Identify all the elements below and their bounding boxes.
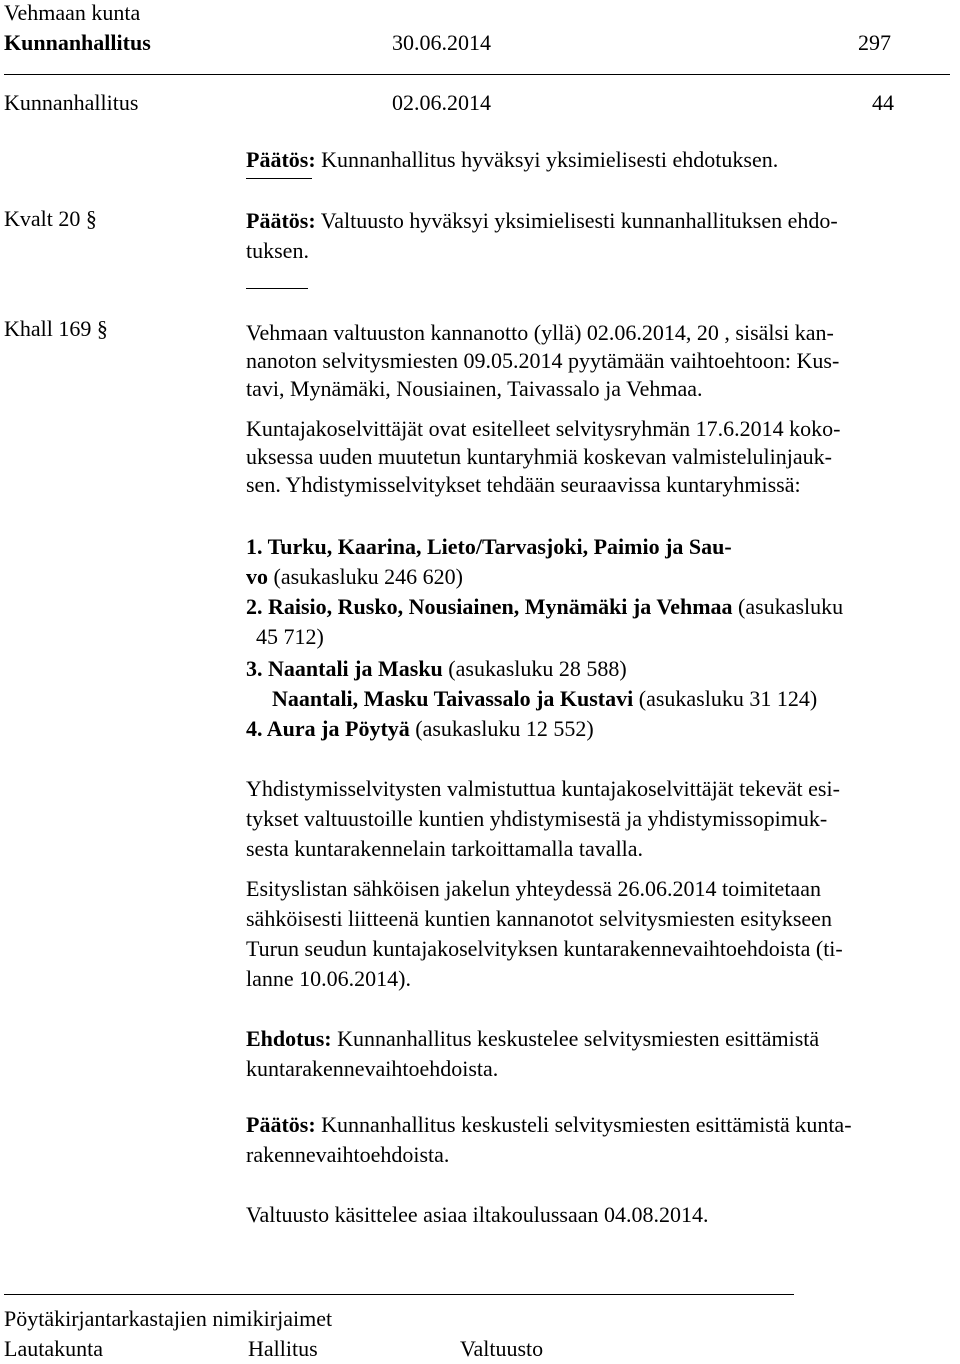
para3-line2: tykset valtuustoille kuntien yhdistymisestä ja yhdistymissopimuk- bbox=[246, 806, 828, 831]
khall-number: Khall 169 bbox=[4, 316, 92, 341]
para4-line2: sähköisesti liitteenä kuntien kannanotot selvitysmiesten esitykseen bbox=[246, 906, 832, 931]
para2-line2: uksessa uuden muutetun kuntaryhmiä koskevan valmistelulinjauk- bbox=[246, 444, 832, 469]
prior-page: 44 bbox=[872, 90, 894, 115]
kvalt-number: Kvalt 20 bbox=[4, 206, 81, 231]
decision-label: Päätös: bbox=[246, 147, 316, 172]
list-item-cont bbox=[246, 562, 463, 592]
para4-line1: Esityslistan sähköisen jakelun yhteydessä 26.06.2014 toimitetaan bbox=[246, 876, 821, 901]
list-item-population: (asukasluku 12 552) bbox=[409, 716, 594, 741]
list-item-alt bbox=[272, 684, 817, 714]
para1-line2: nanoton selvitysmiesten 09.05.2014 pyytämään vaihtoehtoon: Kus- bbox=[246, 348, 840, 373]
list-item bbox=[246, 592, 843, 622]
decision-line2: rakennevaihtoehdoista. bbox=[246, 1142, 450, 1167]
header-rule bbox=[4, 74, 950, 75]
para3-line1: Yhdistymisselvitysten valmistuttua kuntajakoselvittäjät tekevät esi- bbox=[246, 776, 840, 801]
list-item-population: (asukasluku bbox=[732, 594, 844, 619]
para2-line1: Kuntajakoselvittäjät ovat esitelleet selvitysryhmän 17.6.2014 koko- bbox=[246, 416, 841, 441]
decision-label: Päätös: bbox=[246, 208, 316, 233]
decision-text: Valtuusto hyväksyi yksimielisesti kunnanhallituksen ehdo- bbox=[315, 208, 838, 233]
separator-line bbox=[246, 288, 308, 289]
section-sign: § bbox=[96, 316, 108, 341]
proposal-line1 bbox=[246, 1024, 819, 1054]
para2-line3: sen. Yhdistymisselvitykset tehdään seuraavissa kuntaryhmissä: bbox=[246, 472, 801, 497]
list-item bbox=[246, 532, 732, 562]
kvalt-label bbox=[4, 204, 97, 234]
decision-text: Kunnanhallitus hyväksyi yksimielisesti ehdotuksen. bbox=[315, 147, 779, 172]
prior-decision bbox=[246, 145, 778, 175]
list-item bbox=[246, 714, 594, 744]
decision-line1 bbox=[246, 1110, 852, 1140]
para3-line3: sesta kuntarakennelain tarkoittamalla tavalla. bbox=[246, 836, 644, 861]
proposal-label: Ehdotus: bbox=[246, 1026, 332, 1051]
prior-date: 02.06.2014 bbox=[392, 90, 491, 115]
para4-line4: lanne 10.06.2014). bbox=[246, 966, 411, 991]
meeting-date: 30.06.2014 bbox=[392, 30, 491, 55]
proposal-text: Kunnanhallitus keskustelee selvitysmiesten esittämistä bbox=[331, 1026, 820, 1051]
list-item-municipalities: 2. Raisio, Rusko, Nousiainen, Mynämäki ja Vehmaa bbox=[246, 594, 733, 619]
meeting-body: Kunnanhallitus bbox=[4, 30, 151, 55]
kvalt-decision-line2: tuksen. bbox=[246, 238, 309, 263]
para4-line3: Turun seudun kuntajakoselvityksen kuntarakennevaihtoehdoista (ti- bbox=[246, 936, 843, 961]
footer-valtuusto: Valtuusto bbox=[460, 1336, 544, 1361]
kvalt-decision-line1 bbox=[246, 206, 838, 236]
footer-hallitus: Hallitus bbox=[248, 1336, 318, 1361]
list-item-municipalities: 4. Aura ja Pöytyä bbox=[246, 716, 410, 741]
proposal-line2: kuntarakennevaihtoehdoista. bbox=[246, 1056, 499, 1081]
para1-line1: Vehmaan valtuuston kannanotto (yllä) 02.06.2014, 20 , sisälsi kan- bbox=[246, 320, 834, 345]
list-item bbox=[246, 654, 627, 684]
decision-text: Kunnanhallitus keskusteli selvitysmiesten esittämistä kunta- bbox=[315, 1112, 852, 1137]
closing-note: Valtuusto käsittelee asiaa iltakoulussaan 04.08.2014. bbox=[246, 1202, 709, 1227]
list-item-cont: 45 712) bbox=[256, 624, 324, 649]
footer-title: Pöytäkirjantarkastajien nimikirjaimet bbox=[4, 1306, 333, 1331]
page-number: 297 bbox=[858, 30, 891, 55]
khall-label bbox=[4, 314, 108, 344]
org-name: Vehmaan kunta bbox=[4, 0, 141, 25]
list-item-population: (asukasluku 28 588) bbox=[442, 656, 627, 681]
list-item-municipalities: vo bbox=[246, 564, 268, 589]
list-item-municipalities: Naantali, Masku Taivassalo ja Kustavi bbox=[272, 686, 634, 711]
para1-line3: tavi, Mynämäki, Nousiainen, Taivassalo ja Vehmaa. bbox=[246, 376, 703, 401]
footer-rule bbox=[4, 1294, 794, 1295]
decision-label: Päätös: bbox=[246, 1112, 316, 1137]
section-sign: § bbox=[85, 206, 97, 231]
separator-line bbox=[246, 178, 312, 179]
prior-body: Kunnanhallitus bbox=[4, 90, 139, 115]
list-item-population: (asukasluku 31 124) bbox=[633, 686, 818, 711]
list-item-municipalities: 1. Turku, Kaarina, Lieto/Tarvasjoki, Paimio ja Sau- bbox=[246, 534, 732, 559]
list-item-population: (asukasluku 246 620) bbox=[268, 564, 463, 589]
list-item-municipalities: 3. Naantali ja Masku bbox=[246, 656, 443, 681]
footer-lautakunta: Lautakunta bbox=[4, 1336, 103, 1361]
